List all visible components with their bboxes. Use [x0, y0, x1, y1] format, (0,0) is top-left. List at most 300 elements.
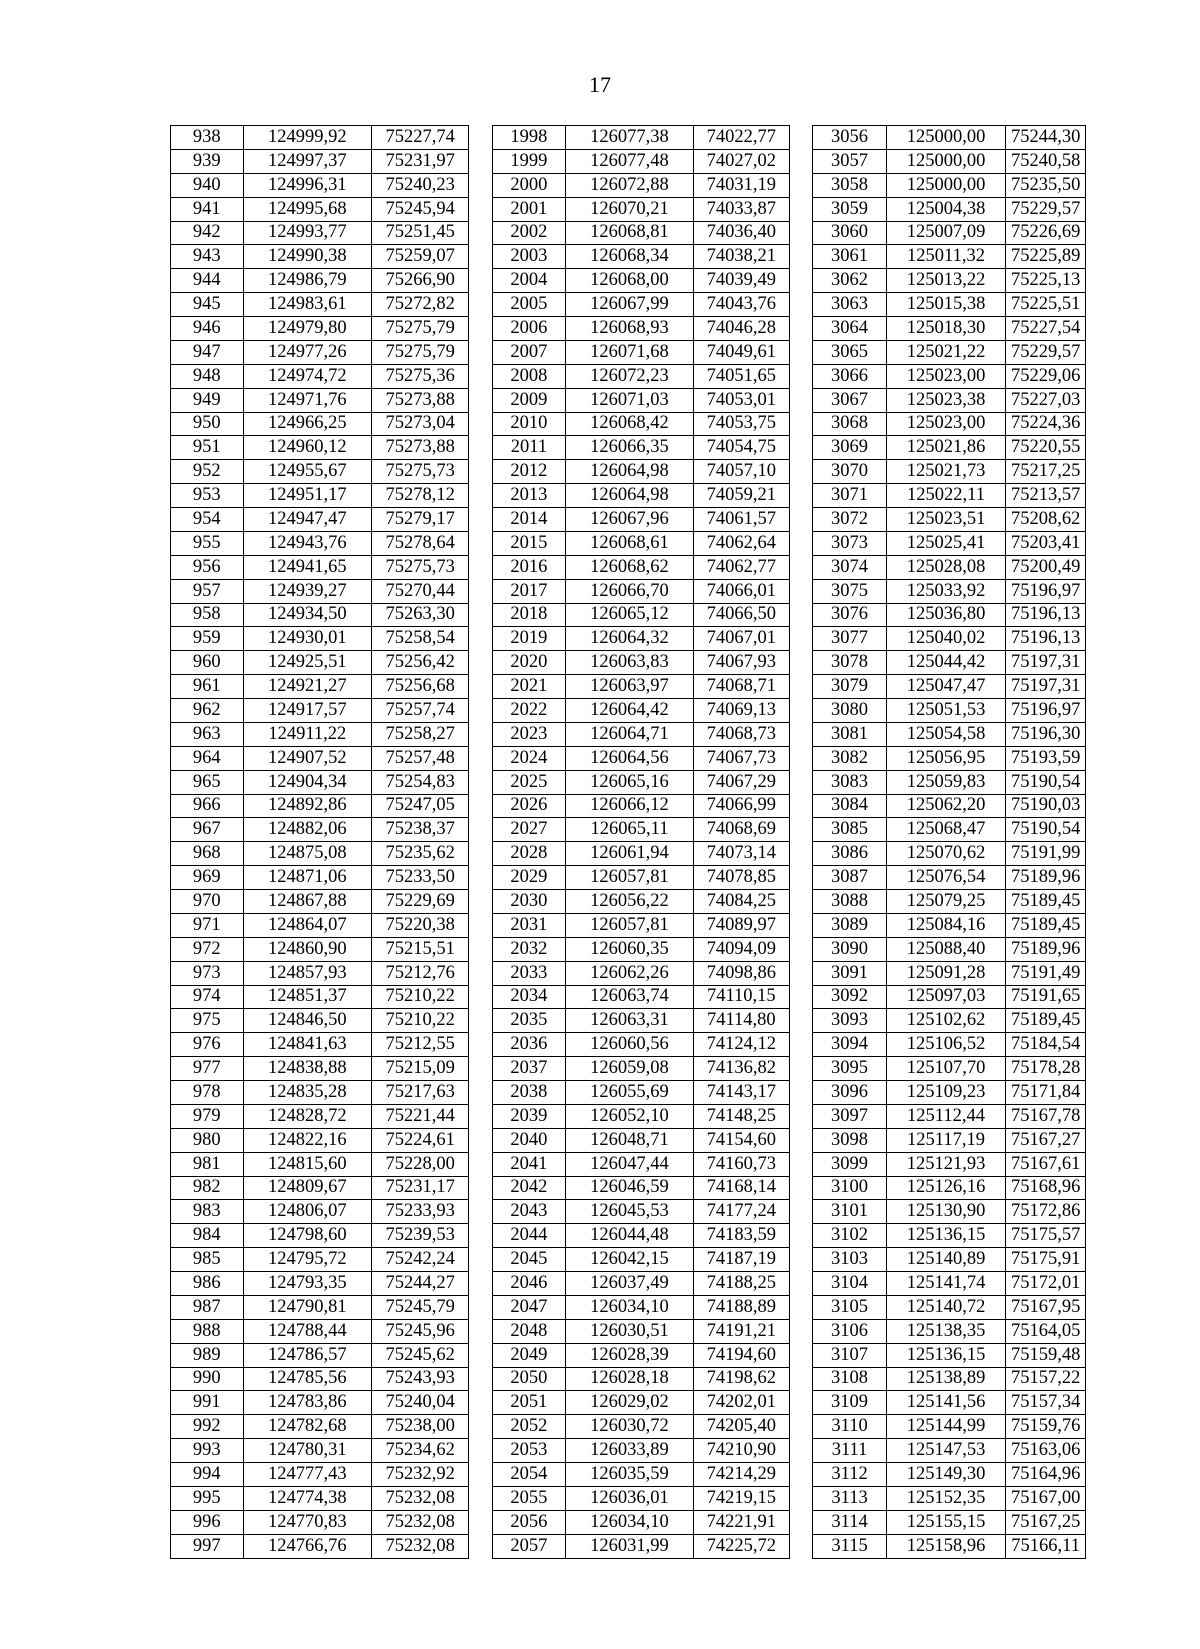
x-coordinate-cell: 124766,76: [243, 1534, 372, 1558]
point-number-cell: 3094: [813, 1033, 887, 1057]
point-number-cell: 2023: [492, 722, 566, 746]
point-number-cell: 943: [171, 245, 244, 269]
point-number-cell: 3105: [813, 1295, 887, 1319]
point-number-cell: 2003: [492, 245, 566, 269]
x-coordinate-cell: 126066,12: [566, 794, 694, 818]
column-gap: [469, 890, 492, 914]
column-gap: [789, 722, 812, 746]
table-row: [171, 842, 1086, 866]
point-number-cell: 2034: [492, 985, 566, 1009]
point-number-cell: 954: [171, 508, 244, 532]
column-gap: [789, 1081, 812, 1105]
point-number-cell: 992: [171, 1415, 244, 1439]
y-coordinate-cell: 75275,79: [372, 317, 469, 341]
x-coordinate-cell: 124960,12: [243, 436, 372, 460]
point-number-cell: 977: [171, 1057, 244, 1081]
y-coordinate-cell: 75273,04: [372, 412, 469, 436]
column-gap: [469, 173, 492, 197]
y-coordinate-cell: 75235,50: [1006, 173, 1086, 197]
point-number-cell: 3072: [813, 508, 887, 532]
column-gap: [469, 1176, 492, 1200]
x-coordinate-cell: 125136,15: [886, 1224, 1005, 1248]
y-coordinate-cell: 74124,12: [693, 1033, 789, 1057]
x-coordinate-cell: 126060,35: [566, 937, 694, 961]
y-coordinate-cell: 75221,44: [372, 1104, 469, 1128]
column-gap: [469, 1367, 492, 1391]
column-gap: [789, 126, 812, 150]
table-row: [171, 1510, 1086, 1534]
column-gap: [789, 1152, 812, 1176]
x-coordinate-cell: 125141,56: [886, 1391, 1005, 1415]
point-number-cell: 3108: [813, 1367, 887, 1391]
table-row: [171, 770, 1086, 794]
table-row: [171, 269, 1086, 293]
point-number-cell: 3077: [813, 627, 887, 651]
point-number-cell: 3056: [813, 126, 887, 150]
point-number-cell: 959: [171, 627, 244, 651]
column-gap: [789, 1200, 812, 1224]
column-gap: [469, 818, 492, 842]
x-coordinate-cell: 126068,93: [566, 317, 694, 341]
x-coordinate-cell: 125054,58: [886, 722, 1005, 746]
table-row: [171, 746, 1086, 770]
table-row: [171, 890, 1086, 914]
y-coordinate-cell: 75279,17: [372, 508, 469, 532]
y-coordinate-cell: 75220,55: [1006, 436, 1086, 460]
point-number-cell: 3070: [813, 460, 887, 484]
table-row: [171, 1128, 1086, 1152]
column-gap: [789, 579, 812, 603]
column-gap: [469, 221, 492, 245]
x-coordinate-cell: 124999,92: [243, 126, 372, 150]
y-coordinate-cell: 74068,71: [693, 675, 789, 699]
x-coordinate-cell: 126028,39: [566, 1343, 694, 1367]
y-coordinate-cell: 75197,31: [1006, 675, 1086, 699]
y-coordinate-cell: 74154,60: [693, 1128, 789, 1152]
table-row: [171, 508, 1086, 532]
column-gap: [469, 340, 492, 364]
point-number-cell: 3090: [813, 937, 887, 961]
x-coordinate-cell: 126034,10: [566, 1295, 694, 1319]
y-coordinate-cell: 75196,30: [1006, 722, 1086, 746]
column-gap: [789, 1486, 812, 1510]
point-number-cell: 3091: [813, 961, 887, 985]
column-gap: [789, 794, 812, 818]
x-coordinate-cell: 125023,00: [886, 412, 1005, 436]
table-row: [171, 866, 1086, 890]
table-row: [171, 651, 1086, 675]
table-row: [171, 961, 1086, 985]
y-coordinate-cell: 75235,62: [372, 842, 469, 866]
column-gap: [789, 245, 812, 269]
point-number-cell: 941: [171, 197, 244, 221]
y-coordinate-cell: 74214,29: [693, 1463, 789, 1487]
point-number-cell: 2000: [492, 173, 566, 197]
x-coordinate-cell: 125106,52: [886, 1033, 1005, 1057]
x-coordinate-cell: 126031,99: [566, 1534, 694, 1558]
x-coordinate-cell: 124943,76: [243, 531, 372, 555]
column-gap: [469, 1486, 492, 1510]
point-number-cell: 988: [171, 1319, 244, 1343]
x-coordinate-cell: 124783,86: [243, 1391, 372, 1415]
x-coordinate-cell: 126065,16: [566, 770, 694, 794]
y-coordinate-cell: 75245,62: [372, 1343, 469, 1367]
x-coordinate-cell: 124930,01: [243, 627, 372, 651]
column-gap: [789, 293, 812, 317]
x-coordinate-cell: 125047,47: [886, 675, 1005, 699]
table-row: [171, 1463, 1086, 1487]
y-coordinate-cell: 75191,99: [1006, 842, 1086, 866]
point-number-cell: 2030: [492, 890, 566, 914]
y-coordinate-cell: 74039,49: [693, 269, 789, 293]
point-number-cell: 948: [171, 364, 244, 388]
y-coordinate-cell: 74160,73: [693, 1152, 789, 1176]
point-number-cell: 3073: [813, 531, 887, 555]
table-row: [171, 197, 1086, 221]
point-number-cell: 2011: [492, 436, 566, 460]
point-number-cell: 3095: [813, 1057, 887, 1081]
x-coordinate-cell: 126068,00: [566, 269, 694, 293]
y-coordinate-cell: 75259,07: [372, 245, 469, 269]
x-coordinate-cell: 125040,02: [886, 627, 1005, 651]
point-number-cell: 3093: [813, 1009, 887, 1033]
point-number-cell: 982: [171, 1176, 244, 1200]
point-number-cell: 3079: [813, 675, 887, 699]
y-coordinate-cell: 74031,19: [693, 173, 789, 197]
y-coordinate-cell: 74084,25: [693, 890, 789, 914]
x-coordinate-cell: 124990,38: [243, 245, 372, 269]
column-gap: [469, 866, 492, 890]
y-coordinate-cell: 74114,80: [693, 1009, 789, 1033]
y-coordinate-cell: 75227,74: [372, 126, 469, 150]
column-gap: [789, 603, 812, 627]
column-gap: [789, 890, 812, 914]
x-coordinate-cell: 125062,20: [886, 794, 1005, 818]
point-number-cell: 983: [171, 1200, 244, 1224]
y-coordinate-cell: 74068,69: [693, 818, 789, 842]
y-coordinate-cell: 75232,92: [372, 1463, 469, 1487]
table-row: [171, 317, 1086, 341]
y-coordinate-cell: 75240,04: [372, 1391, 469, 1415]
point-number-cell: 958: [171, 603, 244, 627]
column-gap: [789, 388, 812, 412]
y-coordinate-cell: 74043,76: [693, 293, 789, 317]
x-coordinate-cell: 124977,26: [243, 340, 372, 364]
column-gap: [469, 1391, 492, 1415]
y-coordinate-cell: 74059,21: [693, 484, 789, 508]
table-row: [171, 245, 1086, 269]
x-coordinate-cell: 124907,52: [243, 746, 372, 770]
point-number-cell: 955: [171, 531, 244, 555]
y-coordinate-cell: 74187,19: [693, 1248, 789, 1272]
column-gap: [469, 1081, 492, 1105]
point-number-cell: 2056: [492, 1510, 566, 1534]
column-gap: [789, 484, 812, 508]
x-coordinate-cell: 124786,57: [243, 1343, 372, 1367]
y-coordinate-cell: 75159,76: [1006, 1415, 1086, 1439]
point-number-cell: 3080: [813, 699, 887, 723]
table-row: [171, 436, 1086, 460]
point-number-cell: 3087: [813, 866, 887, 890]
column-gap: [789, 675, 812, 699]
y-coordinate-cell: 75189,45: [1006, 1009, 1086, 1033]
x-coordinate-cell: 126068,42: [566, 412, 694, 436]
table-row: [171, 364, 1086, 388]
y-coordinate-cell: 75231,97: [372, 149, 469, 173]
y-coordinate-cell: 75245,94: [372, 197, 469, 221]
y-coordinate-cell: 75175,57: [1006, 1224, 1086, 1248]
point-number-cell: 2049: [492, 1343, 566, 1367]
table-row: [171, 340, 1086, 364]
y-coordinate-cell: 75191,49: [1006, 961, 1086, 985]
x-coordinate-cell: 125155,15: [886, 1510, 1005, 1534]
point-number-cell: 2012: [492, 460, 566, 484]
y-coordinate-cell: 75166,11: [1006, 1534, 1086, 1558]
y-coordinate-cell: 74188,89: [693, 1295, 789, 1319]
point-number-cell: 3082: [813, 746, 887, 770]
y-coordinate-cell: 75217,25: [1006, 460, 1086, 484]
table-row: [171, 1367, 1086, 1391]
y-coordinate-cell: 74073,14: [693, 842, 789, 866]
point-number-cell: 993: [171, 1439, 244, 1463]
y-coordinate-cell: 74177,24: [693, 1200, 789, 1224]
table-row: [171, 1104, 1086, 1128]
column-gap: [469, 508, 492, 532]
column-gap: [789, 913, 812, 937]
point-number-cell: 2044: [492, 1224, 566, 1248]
x-coordinate-cell: 126048,71: [566, 1128, 694, 1152]
y-coordinate-cell: 74067,01: [693, 627, 789, 651]
point-number-cell: 940: [171, 173, 244, 197]
y-coordinate-cell: 75189,45: [1006, 890, 1086, 914]
column-gap: [789, 364, 812, 388]
y-coordinate-cell: 75239,53: [372, 1224, 469, 1248]
x-coordinate-cell: 126064,56: [566, 746, 694, 770]
y-coordinate-cell: 75172,01: [1006, 1272, 1086, 1296]
x-coordinate-cell: 126077,48: [566, 149, 694, 173]
x-coordinate-cell: 126047,44: [566, 1152, 694, 1176]
y-coordinate-cell: 74051,65: [693, 364, 789, 388]
x-coordinate-cell: 125036,80: [886, 603, 1005, 627]
point-number-cell: 2036: [492, 1033, 566, 1057]
x-coordinate-cell: 126055,69: [566, 1081, 694, 1105]
y-coordinate-cell: 75272,82: [372, 293, 469, 317]
column-gap: [469, 197, 492, 221]
x-coordinate-cell: 124871,06: [243, 866, 372, 890]
x-coordinate-cell: 124904,34: [243, 770, 372, 794]
coordinates-table-body: [171, 126, 1086, 1559]
x-coordinate-cell: 124864,07: [243, 913, 372, 937]
x-coordinate-cell: 125022,11: [886, 484, 1005, 508]
column-gap: [469, 579, 492, 603]
column-gap: [789, 436, 812, 460]
y-coordinate-cell: 75215,09: [372, 1057, 469, 1081]
point-number-cell: 2021: [492, 675, 566, 699]
point-number-cell: 944: [171, 269, 244, 293]
x-coordinate-cell: 125007,09: [886, 221, 1005, 245]
point-number-cell: 2047: [492, 1295, 566, 1319]
column-gap: [469, 388, 492, 412]
column-gap: [469, 1510, 492, 1534]
x-coordinate-cell: 124966,25: [243, 412, 372, 436]
y-coordinate-cell: 75171,84: [1006, 1081, 1086, 1105]
point-number-cell: 3112: [813, 1463, 887, 1487]
point-number-cell: 974: [171, 985, 244, 1009]
x-coordinate-cell: 124860,90: [243, 937, 372, 961]
x-coordinate-cell: 126061,94: [566, 842, 694, 866]
y-coordinate-cell: 75273,88: [372, 436, 469, 460]
table-row: [171, 1319, 1086, 1343]
column-gap: [789, 1295, 812, 1319]
point-number-cell: 2009: [492, 388, 566, 412]
y-coordinate-cell: 74066,99: [693, 794, 789, 818]
column-gap: [469, 1248, 492, 1272]
y-coordinate-cell: 75190,03: [1006, 794, 1086, 818]
x-coordinate-cell: 125140,89: [886, 1248, 1005, 1272]
y-coordinate-cell: 74069,13: [693, 699, 789, 723]
x-coordinate-cell: 125088,40: [886, 937, 1005, 961]
x-coordinate-cell: 126030,51: [566, 1319, 694, 1343]
column-gap: [469, 1104, 492, 1128]
point-number-cell: 970: [171, 890, 244, 914]
x-coordinate-cell: 126034,10: [566, 1510, 694, 1534]
y-coordinate-cell: 75167,78: [1006, 1104, 1086, 1128]
y-coordinate-cell: 75220,38: [372, 913, 469, 937]
column-gap: [469, 1534, 492, 1558]
y-coordinate-cell: 74067,29: [693, 770, 789, 794]
x-coordinate-cell: 126063,74: [566, 985, 694, 1009]
table-row: [171, 818, 1086, 842]
column-gap: [469, 245, 492, 269]
x-coordinate-cell: 124955,67: [243, 460, 372, 484]
column-gap: [469, 436, 492, 460]
point-number-cell: 2006: [492, 317, 566, 341]
column-gap: [469, 985, 492, 1009]
column-gap: [789, 985, 812, 1009]
x-coordinate-cell: 124838,88: [243, 1057, 372, 1081]
y-coordinate-cell: 74062,64: [693, 531, 789, 555]
column-gap: [789, 317, 812, 341]
y-coordinate-cell: 75234,62: [372, 1439, 469, 1463]
table-row: [171, 1200, 1086, 1224]
y-coordinate-cell: 75257,74: [372, 699, 469, 723]
point-number-cell: 968: [171, 842, 244, 866]
y-coordinate-cell: 75212,76: [372, 961, 469, 985]
x-coordinate-cell: 125084,16: [886, 913, 1005, 937]
table-row: [171, 1486, 1086, 1510]
y-coordinate-cell: 74202,01: [693, 1391, 789, 1415]
x-coordinate-cell: 125117,19: [886, 1128, 1005, 1152]
column-gap: [469, 126, 492, 150]
column-gap: [469, 555, 492, 579]
y-coordinate-cell: 75243,93: [372, 1367, 469, 1391]
x-coordinate-cell: 125059,83: [886, 770, 1005, 794]
x-coordinate-cell: 126029,02: [566, 1391, 694, 1415]
point-number-cell: 2016: [492, 555, 566, 579]
y-coordinate-cell: 74027,02: [693, 149, 789, 173]
y-coordinate-cell: 74053,01: [693, 388, 789, 412]
point-number-cell: 3101: [813, 1200, 887, 1224]
x-coordinate-cell: 125028,08: [886, 555, 1005, 579]
table-row: [171, 1534, 1086, 1558]
x-coordinate-cell: 125097,03: [886, 985, 1005, 1009]
x-coordinate-cell: 126068,61: [566, 531, 694, 555]
column-gap: [789, 937, 812, 961]
point-number-cell: 3096: [813, 1081, 887, 1105]
y-coordinate-cell: 75251,45: [372, 221, 469, 245]
column-gap: [469, 1152, 492, 1176]
point-number-cell: 2002: [492, 221, 566, 245]
column-gap: [789, 1534, 812, 1558]
y-coordinate-cell: 74068,73: [693, 722, 789, 746]
column-gap: [469, 1009, 492, 1033]
x-coordinate-cell: 124857,93: [243, 961, 372, 985]
table-row: [171, 579, 1086, 603]
y-coordinate-cell: 75275,73: [372, 555, 469, 579]
point-number-cell: 2020: [492, 651, 566, 675]
x-coordinate-cell: 124835,28: [243, 1081, 372, 1105]
x-coordinate-cell: 126064,71: [566, 722, 694, 746]
x-coordinate-cell: 126057,81: [566, 913, 694, 937]
x-coordinate-cell: 124947,47: [243, 508, 372, 532]
column-gap: [469, 1272, 492, 1296]
point-number-cell: 963: [171, 722, 244, 746]
x-coordinate-cell: 124798,60: [243, 1224, 372, 1248]
x-coordinate-cell: 124806,07: [243, 1200, 372, 1224]
x-coordinate-cell: 125136,15: [886, 1343, 1005, 1367]
x-coordinate-cell: 124939,27: [243, 579, 372, 603]
column-gap: [469, 1415, 492, 1439]
point-number-cell: 3075: [813, 579, 887, 603]
y-coordinate-cell: 75225,51: [1006, 293, 1086, 317]
point-number-cell: 2008: [492, 364, 566, 388]
point-number-cell: 3065: [813, 340, 887, 364]
point-number-cell: 994: [171, 1463, 244, 1487]
y-coordinate-cell: 75232,08: [372, 1486, 469, 1510]
x-coordinate-cell: 124780,31: [243, 1439, 372, 1463]
table-row: [171, 1033, 1086, 1057]
y-coordinate-cell: 75226,69: [1006, 221, 1086, 245]
x-coordinate-cell: 126035,59: [566, 1463, 694, 1487]
x-coordinate-cell: 126046,59: [566, 1176, 694, 1200]
x-coordinate-cell: 124867,88: [243, 890, 372, 914]
point-number-cell: 3066: [813, 364, 887, 388]
column-gap: [789, 508, 812, 532]
x-coordinate-cell: 124795,72: [243, 1248, 372, 1272]
y-coordinate-cell: 74143,17: [693, 1081, 789, 1105]
column-gap: [469, 1224, 492, 1248]
point-number-cell: 972: [171, 937, 244, 961]
x-coordinate-cell: 125147,53: [886, 1439, 1005, 1463]
y-coordinate-cell: 75167,25: [1006, 1510, 1086, 1534]
x-coordinate-cell: 125140,72: [886, 1295, 1005, 1319]
x-coordinate-cell: 126068,34: [566, 245, 694, 269]
point-number-cell: 950: [171, 412, 244, 436]
point-number-cell: 3111: [813, 1439, 887, 1463]
y-coordinate-cell: 75172,86: [1006, 1200, 1086, 1224]
point-number-cell: 961: [171, 675, 244, 699]
table-row: [171, 985, 1086, 1009]
y-coordinate-cell: 74219,15: [693, 1486, 789, 1510]
point-number-cell: 971: [171, 913, 244, 937]
table-row: [171, 149, 1086, 173]
column-gap: [789, 1057, 812, 1081]
y-coordinate-cell: 75245,79: [372, 1295, 469, 1319]
point-number-cell: 953: [171, 484, 244, 508]
table-row: [171, 1152, 1086, 1176]
point-number-cell: 990: [171, 1367, 244, 1391]
y-coordinate-cell: 75178,28: [1006, 1057, 1086, 1081]
